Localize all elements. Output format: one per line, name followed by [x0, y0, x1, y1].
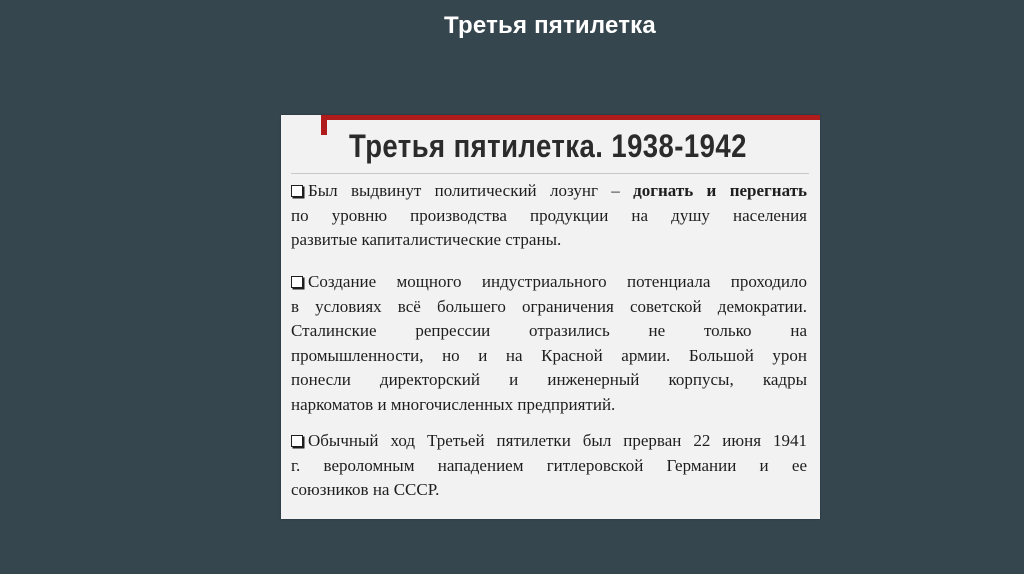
checkbox-icon: [291, 435, 303, 447]
text-line: Был выдвинут политический лозунг – догнать и перегнать: [291, 179, 807, 204]
text-line: союзников на СССР.: [291, 480, 440, 499]
text-line: в условиях всё большего ограничения советской демократии.: [291, 296, 807, 316]
card-heading: Третья пятилетка. 1938-1942: [349, 128, 747, 164]
bold-phrase: догнать и перегнать: [633, 181, 807, 200]
text-line: Создание мощного индустриального потенциала проходило: [291, 270, 807, 295]
divider: [291, 173, 809, 174]
content-image: [281, 115, 820, 519]
text-line: промышленности, но и на Красной армии. Большой урон: [291, 345, 807, 365]
text-line: Обычный ход Третьей пятилетки был прерван 22 июня 1941: [291, 429, 807, 454]
text-line: развитые капиталистические страны.: [291, 230, 562, 249]
checkbox-icon: [291, 185, 303, 197]
checkbox-icon: [291, 276, 303, 288]
text-line: наркоматов и многочисленных предприятий.: [291, 394, 616, 414]
slide-title: Третья пятилетка: [444, 12, 656, 39]
text-line: понесли директорский и инженерный корпусы, кадры: [291, 370, 807, 389]
paragraph-war: [291, 429, 807, 503]
accent-tab: [321, 115, 327, 135]
paragraph-slogan: [291, 179, 807, 253]
text-line: г. вероломным нападением гитлеровской Германии и ее: [291, 455, 807, 475]
text-line: Сталинские репрессии отразились не только на: [291, 321, 807, 340]
paragraph-industry: [291, 270, 807, 417]
text-line: по уровню производства продукции на душу населения: [291, 205, 807, 225]
accent-bar: [321, 115, 820, 120]
